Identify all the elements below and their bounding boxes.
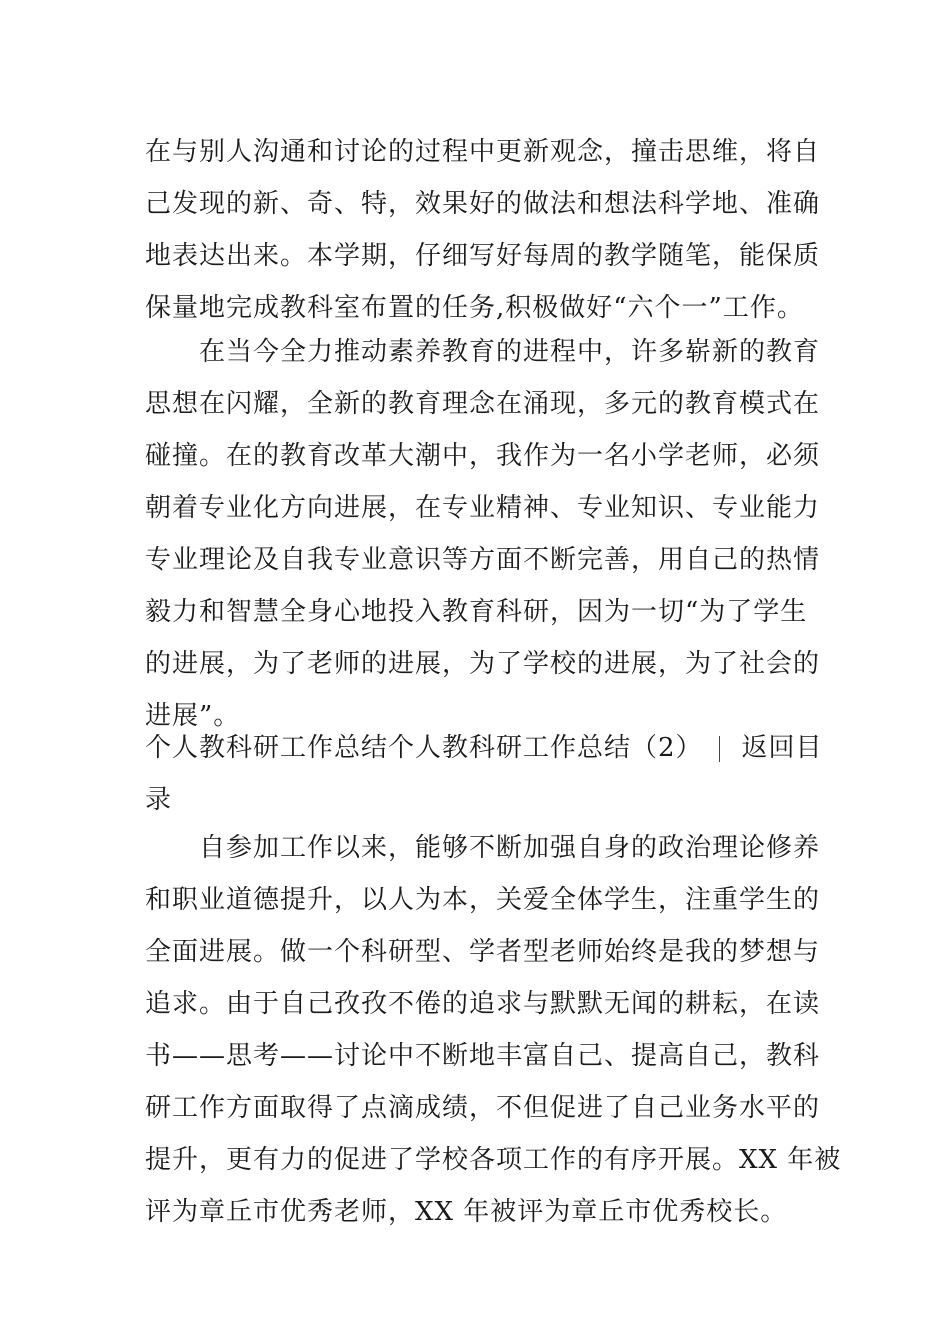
text-line: 的进展，为了老师的进展，为了学校的进展，为了社会的 <box>145 649 821 679</box>
paragraph-3 <box>145 822 842 1238</box>
text-line: 提升，更有力的促进了学校各项工作的有序开展。XX 年被 <box>145 1145 842 1175</box>
text-line: 碰撞。在的教育改革大潮中，我作为一名小学老师，必须 <box>145 441 821 471</box>
paragraph-1 <box>145 126 821 334</box>
text-line: 自参加工作以来，能够不断加强自身的政治理论修养 <box>199 833 821 863</box>
back-to-toc-link[interactable]: 返回目 <box>741 733 823 763</box>
paragraph-2 <box>145 326 821 742</box>
text-line: 己发现的新、奇、特，效果好的做法和想法科学地、准确 <box>145 189 821 219</box>
section-title: 个人教科研工作总结个人教科研工作总结（2） <box>145 733 703 763</box>
text-line: 研工作方面取得了点滴成绩，不但促进了自己业务水平的 <box>145 1093 821 1123</box>
text-line: 追求。由于自己孜孜不倦的追求与默默无闻的耕耘，在读 <box>145 989 821 1019</box>
text-line: 在当今全力推动素养教育的进程中，许多崭新的教育 <box>199 337 821 367</box>
separator-bar <box>719 736 720 762</box>
text-line: 全面进展。做一个科研型、学者型老师始终是我的梦想与 <box>145 937 821 967</box>
text-line: 评为章丘市优秀老师，XX 年被评为章丘市优秀校长。 <box>145 1197 788 1227</box>
text-line: 和职业道德提升，以人为本，关爱全体学生，注重学生的 <box>145 885 821 915</box>
text-line: 书——思考——讨论中不断地丰富自己、提高自己，教科 <box>145 1041 821 1071</box>
back-to-toc-link-continued[interactable]: 录 <box>145 785 173 815</box>
text-line: 进展”。 <box>145 701 241 731</box>
text-line: 朝着专业化方向进展，在专业精神、专业知识、专业能力 <box>145 493 821 523</box>
text-line: 在与别人沟通和讨论的过程中更新观念，撞击思维，将自 <box>145 137 821 167</box>
text-line: 地表达出来。本学期，仔细写好每周的教学随笔，能保质 <box>145 241 821 271</box>
text-line: 专业理论及自我专业意识等方面不断完善，用自己的热情 <box>145 545 821 575</box>
text-line: 保量地完成教科室布置的任务,积极做好“六个一”工作。 <box>145 293 804 323</box>
text-line: 思想在闪耀，全新的教育理念在涌现，多元的教育模式在 <box>145 389 821 419</box>
heading-line <box>145 774 815 826</box>
text-line: 毅力和智慧全身心地投入教育科研，因为一切“为了学生 <box>145 597 808 627</box>
heading-line <box>145 722 823 774</box>
section-heading <box>145 722 823 826</box>
